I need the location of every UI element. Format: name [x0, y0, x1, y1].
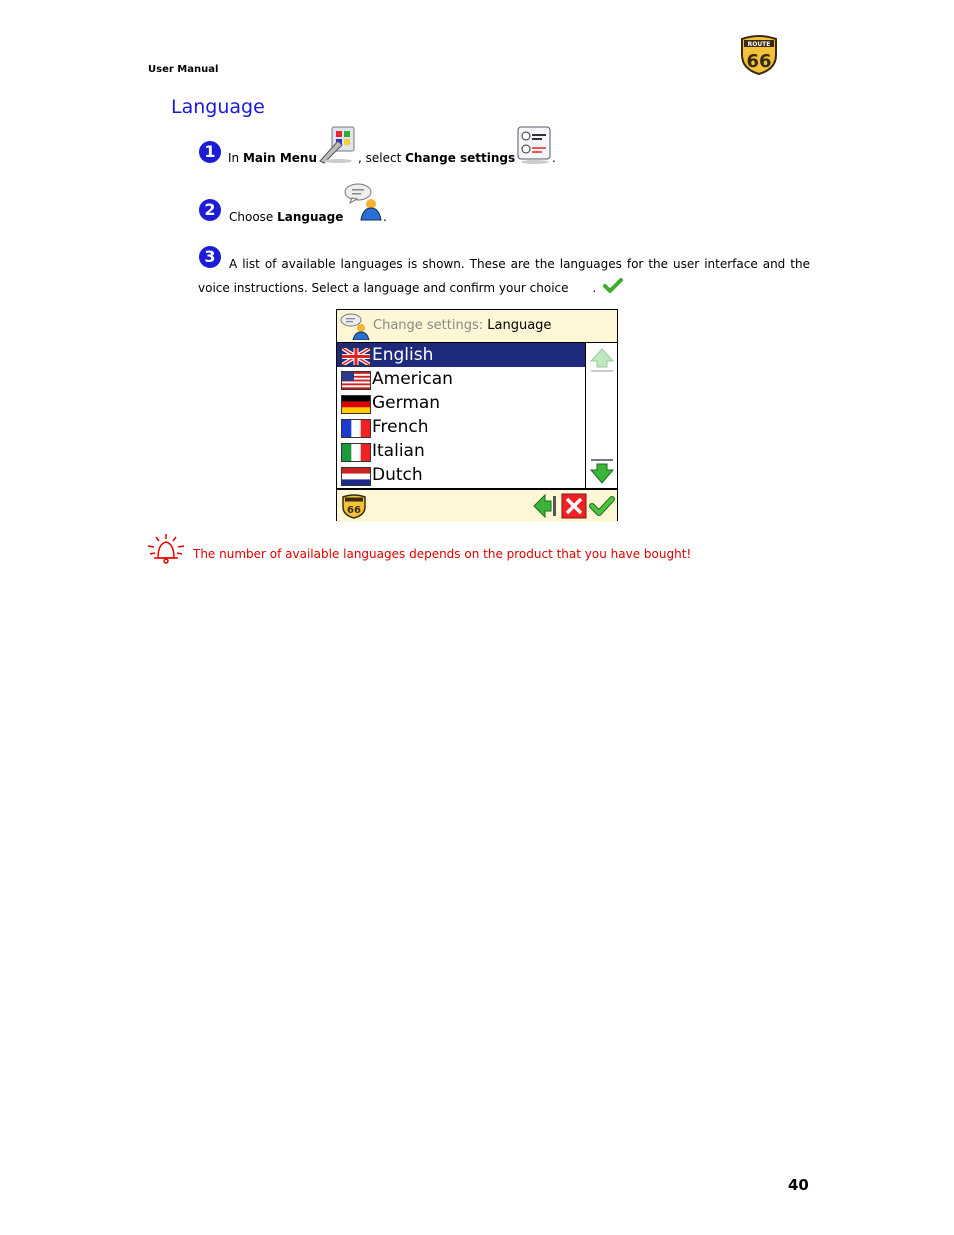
language-label-american: American — [372, 369, 453, 389]
svg-text:66: 66 — [746, 51, 772, 72]
step-1-text-b — [358, 151, 515, 165]
dutch-flag-icon — [341, 467, 371, 486]
uk-flag-icon — [341, 347, 371, 366]
language-item-italian[interactable] — [337, 439, 585, 463]
language-icon — [340, 312, 370, 340]
section-title: Language — [171, 96, 265, 118]
header-label: User Manual — [148, 64, 219, 75]
french-flag-icon — [341, 419, 371, 438]
scroll-down-icon[interactable] — [589, 458, 615, 486]
notice-text: The number of available languages depends on the product that you have bought! — [193, 547, 692, 561]
step-3-text — [198, 252, 810, 300]
language-label-german: German — [372, 393, 441, 413]
screen-title — [373, 318, 551, 333]
language-item-german[interactable] — [337, 391, 585, 415]
change-settings-label: Change settings — [405, 151, 516, 165]
page-number: 40 — [788, 1176, 809, 1194]
us-flag-icon — [341, 371, 371, 390]
step-3-end: . — [592, 281, 597, 295]
step-3-body: A list of available languages is shown. These are the languages for the user interface and the voice instructions. Select a language and confirm your choice — [198, 257, 810, 295]
route66-logo[interactable] — [341, 493, 367, 519]
language-label-italian: Italian — [372, 441, 425, 461]
step-number-1: 1 — [199, 141, 221, 163]
main-menu-label: Main Menu — [242, 151, 318, 165]
confirm-check-icon[interactable] — [589, 493, 615, 519]
language-item-dutch[interactable] — [337, 463, 585, 487]
confirm-check-icon — [572, 278, 592, 294]
device-screen — [336, 309, 618, 521]
svg-text:66: 66 — [347, 505, 361, 516]
change-settings-icon — [515, 124, 555, 164]
scroll-up-icon[interactable] — [589, 347, 615, 373]
svg-text:ROUTE: ROUTE — [747, 41, 771, 48]
step-number-2: 2 — [199, 199, 221, 221]
back-arrow-icon[interactable] — [532, 493, 558, 519]
language-label-french: French — [372, 417, 429, 437]
step-1-text — [228, 151, 317, 165]
screen-bottom-bar — [337, 488, 617, 522]
italian-flag-icon — [341, 443, 371, 462]
route66-logo — [738, 33, 780, 75]
language-label: Language — [277, 210, 344, 224]
language-list — [337, 343, 586, 488]
screen-title-bar — [337, 310, 617, 343]
screen-title-suffix: Language — [487, 318, 552, 333]
step-2-text — [229, 210, 343, 224]
step-1-text-a: In — [228, 151, 243, 165]
step-1-select: , select — [358, 151, 406, 165]
step-number-3: 3 — [199, 246, 221, 268]
language-label-english: English — [372, 345, 434, 365]
alarm-bell-icon — [144, 532, 188, 564]
step-2-choose: Choose — [229, 210, 278, 224]
german-flag-icon — [341, 395, 371, 414]
language-item-french[interactable] — [337, 415, 585, 439]
step-2-end: . — [383, 210, 387, 224]
step-1-end: . — [552, 151, 556, 165]
language-label-dutch: Dutch — [372, 465, 423, 485]
language-item-american[interactable] — [337, 367, 585, 391]
cancel-icon[interactable] — [561, 493, 587, 519]
main-menu-icon — [318, 125, 358, 165]
language-item-english[interactable] — [337, 343, 585, 367]
language-icon — [343, 182, 383, 222]
screen-title-prefix: Change settings: — [373, 318, 488, 333]
scrollbar[interactable] — [586, 343, 617, 488]
